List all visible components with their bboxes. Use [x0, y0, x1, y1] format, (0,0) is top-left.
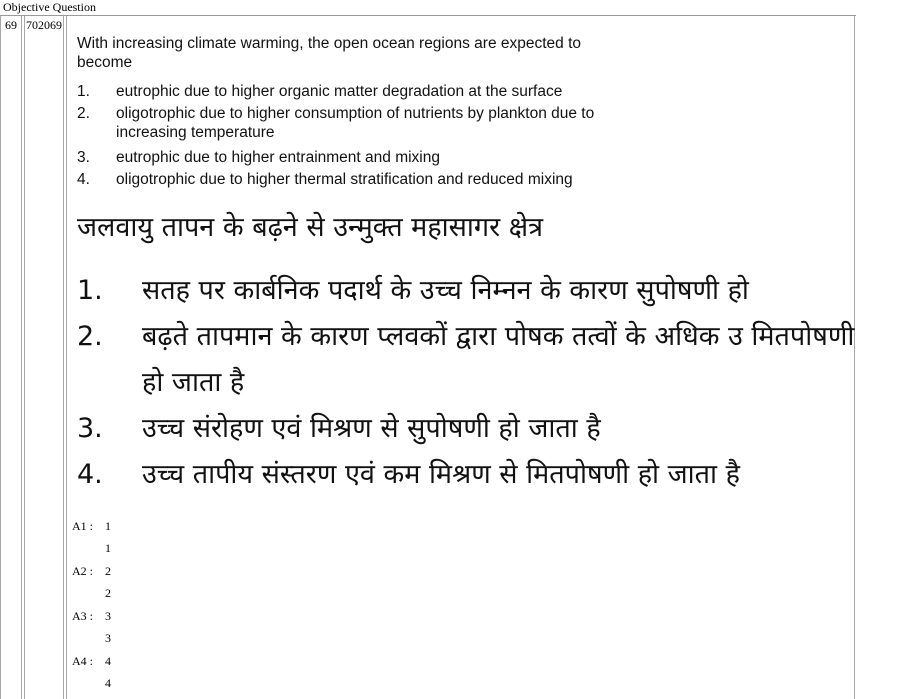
- answer-label: A3 :: [72, 609, 93, 623]
- table-border-id: [63, 16, 64, 699]
- option-text: oligotrophic due to higher consumption of nutrients by plankton due to increasing temperature: [116, 105, 595, 141]
- answer-value: 3: [105, 609, 111, 623]
- option-number: 4.: [77, 459, 103, 490]
- option-number: 3.: [77, 413, 103, 444]
- question-id: 702069: [26, 18, 62, 32]
- answer-value: 4: [105, 654, 111, 668]
- hindi-option-4: [77, 452, 855, 498]
- answer-value-secondary: 4: [105, 676, 111, 690]
- answer-value-secondary: 2: [105, 586, 111, 600]
- option-text: eutrophic due to higher organic matter degradation at the surface: [116, 83, 563, 100]
- question-text-english: With increasing climate warming, the open ocean regions are expected to become: [77, 35, 582, 71]
- table-border-id-inner: [66, 16, 67, 699]
- option-number: 1.: [77, 83, 90, 100]
- answer-value: 2: [105, 564, 111, 578]
- option-number: 2.: [77, 105, 90, 122]
- table-border-left: [0, 16, 1, 699]
- option-text: बढ़ते तापमान के कारण प्लवकों द्वारा पोषक तत्वों के अधिक उ मितपोषणी हो जाता है: [142, 321, 855, 398]
- option-text: सतह पर कार्बनिक पदार्थ के उच्च निम्नन के कारण सुपोषणी हो: [142, 275, 749, 306]
- option-text: उच्च संरोहण एवं मिश्रण से सुपोषणी हो जाता है: [142, 413, 601, 444]
- answer-label: A4 :: [72, 654, 93, 668]
- hindi-option-1: [77, 268, 855, 314]
- option-number: 4.: [77, 171, 90, 188]
- answer-value: 1: [105, 519, 111, 533]
- option-text: उच्च तापीय संस्तरण एवं कम मिश्रण से मितपोषणी हो जाता है: [142, 459, 740, 490]
- question-number: 69: [5, 18, 17, 32]
- answer-value-secondary: 3: [105, 631, 111, 645]
- answer-label: A2 :: [72, 564, 93, 578]
- option-text: eutrophic due to higher entrainment and mixing: [116, 149, 440, 166]
- hindi-option-3: [77, 406, 855, 452]
- option-number: 1.: [77, 275, 103, 306]
- question-type-label: Objective Question: [3, 0, 96, 14]
- table-border-number-inner: [24, 16, 25, 699]
- answer-value-secondary: 1: [105, 541, 111, 555]
- option-number: 3.: [77, 149, 90, 166]
- option-text: oligotrophic due to higher thermal stratification and reduced mixing: [116, 171, 573, 188]
- question-text-hindi: जलवायु तापन के बढ़ने से उन्मुक्त महासागर क्षेत्र: [77, 212, 543, 243]
- option-number: 2.: [77, 321, 103, 352]
- question-table: [0, 16, 855, 699]
- answer-label: A1 :: [72, 519, 93, 533]
- table-border-number: [21, 16, 22, 699]
- hindi-option-2: [77, 314, 855, 406]
